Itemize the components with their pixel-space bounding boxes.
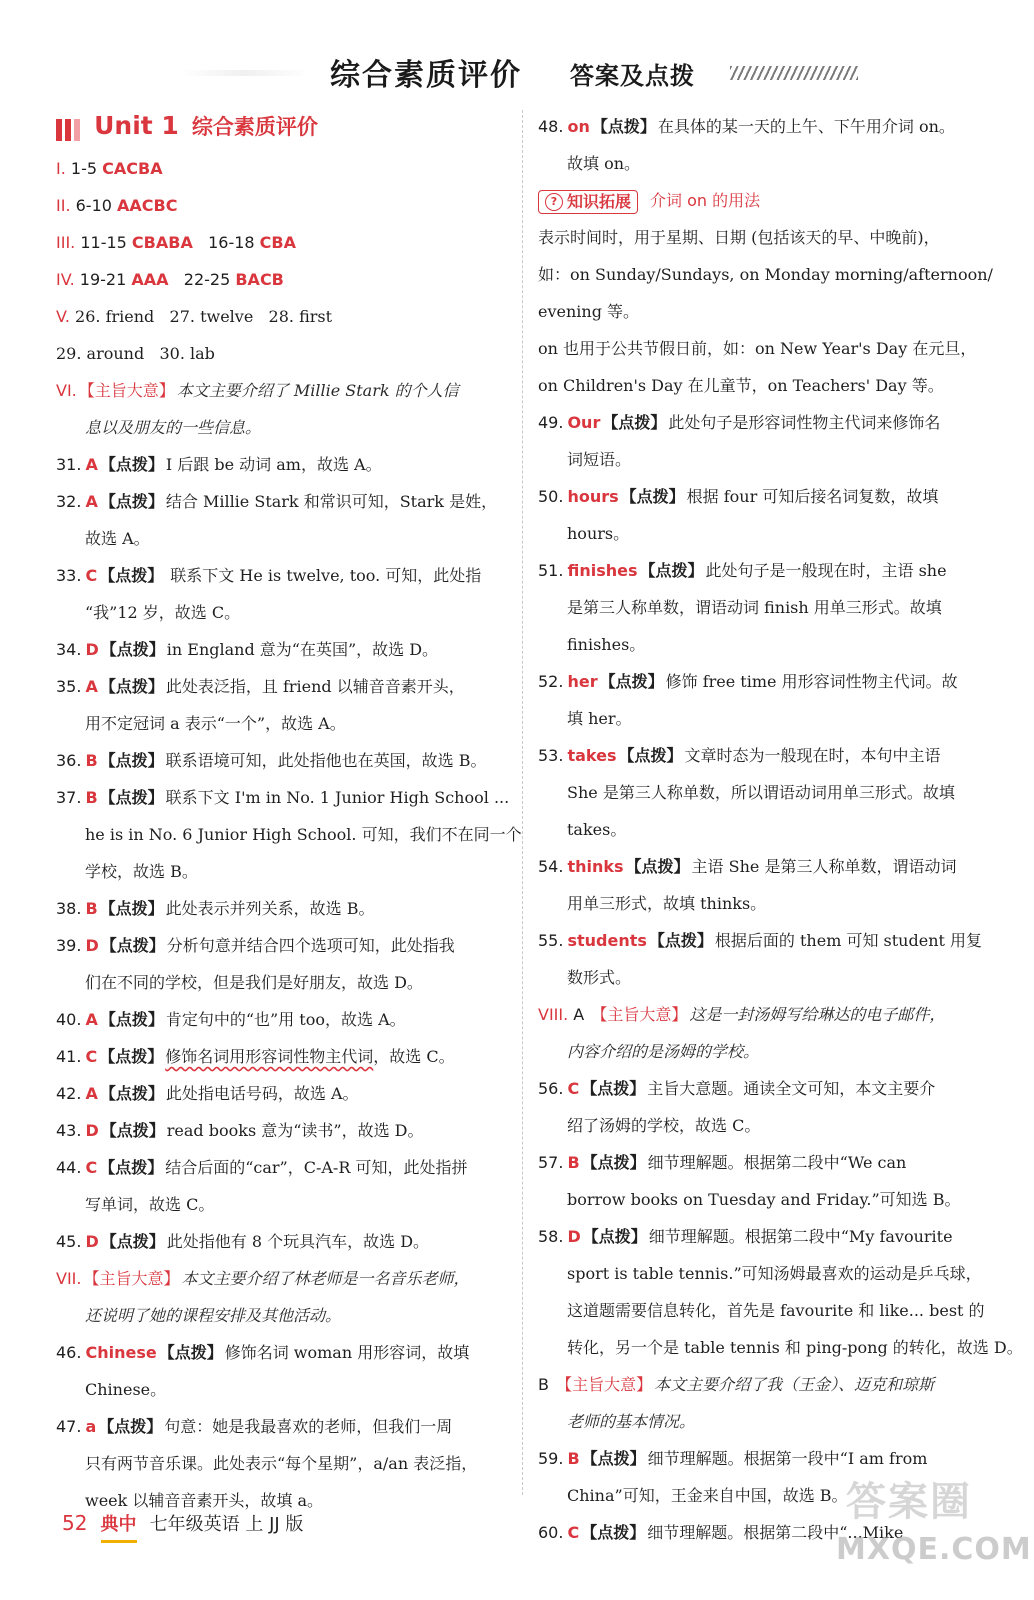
- question-number: 53.: [538, 746, 564, 765]
- watermark: [836, 1470, 1032, 1590]
- main-idea-text: 本文主要介绍了林老师是一名音乐老师，: [181, 1269, 470, 1288]
- answer-value: Chinese: [85, 1343, 157, 1362]
- main-idea-tag: 【主旨大意】: [83, 1269, 180, 1288]
- section-7: [56, 1260, 514, 1297]
- section-6: [56, 372, 514, 409]
- explanation-text: 细节理解题。根据第二段中“We can: [647, 1153, 907, 1172]
- section-4: [56, 261, 514, 298]
- section-answers: AAA: [131, 270, 169, 289]
- explanation-text: week 以辅音音素开头，故填 a。: [85, 1491, 324, 1510]
- explanation-text: 根据 four 可知后接名词复数，故填: [686, 487, 939, 506]
- explanation-text: hours。: [567, 524, 630, 543]
- answer-item-39: [56, 927, 514, 964]
- key-point-underlined: 修饰名词用形容词性物主代词: [165, 1047, 374, 1066]
- page-footer: [62, 1508, 303, 1538]
- explanation-text: 在具体的某一天的上午、下午用介词 on。: [657, 117, 955, 136]
- main-idea-text: 息以及朋友的一些信息。: [85, 418, 262, 437]
- main-idea-text: 老师的基本情况。: [567, 1412, 696, 1431]
- explanation-text: takes。: [567, 820, 627, 839]
- question-number: 36.: [56, 751, 82, 770]
- explanation-text: 细节理解题。根据第二段中“My favourite: [648, 1227, 953, 1246]
- explanation-text: 联系下文 I'm in No. 1 Junior High School ...: [165, 788, 510, 807]
- hint-tag: 【点拨】: [99, 788, 164, 807]
- answer-item-51: [538, 552, 990, 589]
- answer-value: hours: [567, 487, 619, 506]
- explanation-text: 此处表示并列关系，故选 B。: [165, 899, 375, 918]
- explanation-text: 绍了汤姆的学校，故选 C。: [567, 1116, 761, 1135]
- section-3: [56, 224, 514, 261]
- column-divider: [522, 110, 523, 1495]
- answer-value: D: [567, 1227, 581, 1246]
- hint-tag: 【点拨】: [158, 1343, 223, 1362]
- answer-text: 26. friend 27. twelve 28. first: [69, 307, 333, 326]
- explanation-text: 用单三形式，故填 thinks。: [567, 894, 767, 913]
- page-number: 52: [62, 1511, 88, 1535]
- explanation-text: 联系语境可知，此处指他也在英国，故选 B。: [165, 751, 487, 770]
- section-part: B: [538, 1375, 555, 1394]
- question-number: 31.: [56, 455, 82, 474]
- unit-label: Unit 1: [94, 111, 179, 140]
- hint-tag: 【点拨】: [98, 1417, 163, 1436]
- answer-item-49: [538, 404, 990, 441]
- explanation-text: ，故选 C。: [373, 1047, 455, 1066]
- explanation-text: 主语 She 是第三人称单数，谓语动词: [691, 857, 957, 876]
- question-number: 37.: [56, 788, 82, 807]
- main-idea-tag: 【主旨大意】: [556, 1375, 653, 1394]
- watermark-url: MXQE.COM: [836, 1532, 1032, 1567]
- question-number: 56.: [538, 1079, 564, 1098]
- answer-item-48: [538, 108, 990, 145]
- hint-tag: 【点拨】: [591, 117, 656, 136]
- explanation-text: 肯定句中的“也”用 too，故选 A。: [165, 1010, 406, 1029]
- page-title: 综合素质评价: [330, 58, 522, 93]
- answer-item-35: [56, 668, 514, 705]
- hint-tag: 【点拨】: [99, 1158, 164, 1177]
- question-number: 59.: [538, 1449, 564, 1468]
- left-column: [56, 108, 522, 1519]
- explanation-text: 学校，故选 B。: [85, 862, 198, 881]
- section-roman: IV.: [56, 270, 75, 289]
- question-number: 60.: [538, 1523, 564, 1542]
- answer-item-47: [56, 1408, 514, 1445]
- explanation-text: in England 意为“在英国”，故选 D。: [166, 640, 439, 659]
- explanation-text: 故填 on。: [567, 154, 641, 173]
- knowledge-text: on 也用于公共节假日前，如：on New Year's Day 在元旦，: [538, 339, 977, 358]
- section-roman: II.: [56, 196, 71, 215]
- hint-tag: 【点拨】: [620, 487, 685, 506]
- answer-value: takes: [567, 746, 617, 765]
- explanation-text: 写单词，故选 C。: [85, 1195, 215, 1214]
- main-idea-tag: 【主旨大意】: [591, 1005, 688, 1024]
- question-number: 46.: [56, 1343, 82, 1362]
- answer-value: D: [85, 936, 99, 955]
- answer-item-50: [538, 478, 990, 515]
- hint-tag: 【点拨】: [99, 492, 164, 511]
- question-number: 45.: [56, 1232, 82, 1251]
- hint-tag: 【点拨】: [618, 746, 683, 765]
- answer-value: on: [567, 117, 590, 136]
- answer-value: thinks: [567, 857, 624, 876]
- explanation-text: 此处表泛指，且 friend 以辅音音素开头，: [165, 677, 465, 696]
- section-answers: CBA: [259, 233, 296, 252]
- hint-tag: 【点拨】: [581, 1449, 646, 1468]
- question-number: 52.: [538, 672, 564, 691]
- answer-value: B: [567, 1153, 580, 1172]
- answer-item-58: [538, 1218, 990, 1255]
- hint-tag: 【点拨】: [100, 640, 165, 659]
- answer-item-34: [56, 631, 514, 668]
- section-answers: CACBA: [102, 159, 163, 178]
- question-number: 44.: [56, 1158, 82, 1177]
- knowledge-extension-topic: 介词 on 的用法: [650, 191, 761, 210]
- answer-item-37: [56, 779, 514, 816]
- unit-title: 综合素质评价: [191, 115, 318, 139]
- answer-item-52: [538, 663, 990, 700]
- brand-logo: 典中: [101, 1510, 137, 1543]
- hint-tag: 【点拨】: [581, 1079, 646, 1098]
- answer-value: Our: [567, 413, 601, 432]
- answer-item-54: [538, 848, 990, 885]
- knowledge-extension-label: 知识拓展: [567, 191, 632, 211]
- explanation-text: 修饰名词 woman 用形容词，故填: [224, 1343, 470, 1362]
- hint-tag: 【点拨】: [582, 1227, 647, 1246]
- question-number: 33.: [56, 566, 82, 585]
- main-idea-text: 本文主要介绍了 Millie Stark 的个人信: [176, 381, 459, 400]
- section-range: 22-25: [168, 270, 236, 289]
- answer-value: finishes: [567, 561, 638, 580]
- explanation-text: 句意：她是我最喜欢的老师，但我们一周: [164, 1417, 453, 1436]
- question-number: 49.: [538, 413, 564, 432]
- hint-tag: 【点拨】: [99, 751, 164, 770]
- answer-text: 29. around 30. lab: [56, 344, 215, 363]
- hint-tag: 【点拨】: [581, 1153, 646, 1172]
- explanation-text: 细节理解题。根据第二段中“...Mike: [647, 1523, 904, 1542]
- explanation-text: 结合 Millie Stark 和常识可知，Stark 是姓，: [165, 492, 498, 511]
- answer-value: B: [85, 788, 98, 807]
- knowledge-text: 表示时间时，用于星期、日期 (包括该天的早、中晚前)，: [538, 228, 940, 247]
- answer-value: a: [85, 1417, 97, 1436]
- explanation-text: I 后跟 be 动词 am，故选 A。: [165, 455, 382, 474]
- answer-value: A: [85, 1010, 98, 1029]
- hint-tag: 【点拨】: [625, 857, 690, 876]
- answer-value: A: [85, 1084, 98, 1103]
- explanation-text: 故选 A。: [85, 529, 150, 548]
- answer-value: C: [85, 1047, 98, 1066]
- question-number: 39.: [56, 936, 82, 955]
- page-subtitle: 答案及点拨: [570, 62, 695, 90]
- answer-value: C: [567, 1523, 580, 1542]
- section-roman: VII.: [56, 1269, 82, 1288]
- hint-tag: 【点拨】: [581, 1523, 646, 1542]
- explanation-text: 结合后面的“car”，C-A-R 可知，此处指拼: [165, 1158, 468, 1177]
- explanation-text: 联系下文 He is twelve, too. 可知，此处指: [165, 566, 482, 585]
- knowledge-text: evening 等。: [538, 302, 640, 321]
- question-number: 41.: [56, 1047, 82, 1066]
- hint-tag: 【点拨】: [99, 899, 164, 918]
- question-number: 47.: [56, 1417, 82, 1436]
- section-roman: VIII.: [538, 1005, 569, 1024]
- question-number: 35.: [56, 677, 82, 696]
- section-2: [56, 187, 514, 224]
- explanation-text: 分析句意并结合四个选项可知，此处指我: [166, 936, 455, 955]
- section-part: A: [568, 1005, 590, 1024]
- book-title: 七年级英语 上 JJ 版: [149, 1514, 304, 1535]
- hint-tag: 【点拨】: [602, 413, 667, 432]
- explanation-text: 用不定冠词 a 表示“一个”，故选 A。: [85, 714, 346, 733]
- explanation-text: he is in No. 6 Junior High School. 可知，我们不在同一个: [85, 825, 522, 844]
- explanation-text: China”可知，王金来自中国，故选 B。: [567, 1486, 848, 1505]
- section-range: 6-10: [70, 196, 118, 215]
- answer-value: C: [567, 1079, 580, 1098]
- answer-item-40: [56, 1001, 514, 1038]
- knowledge-text: on Children's Day 在儿童节，on Teachers' Day 等。: [538, 376, 944, 395]
- explanation-text: 此处指电话号码，故选 A。: [165, 1084, 359, 1103]
- explanation-text: She 是第三人称单数，所以谓语动词用单三形式。故填: [567, 783, 955, 802]
- answer-value: D: [85, 640, 99, 659]
- answer-value: A: [85, 455, 98, 474]
- knowledge-extension-badge: [538, 190, 638, 214]
- question-number: 42.: [56, 1084, 82, 1103]
- explanation-text: finishes。: [567, 635, 646, 654]
- explanation-text: 细节理解题。根据第一段中“I am from: [647, 1449, 928, 1468]
- section-answers: AACBC: [117, 196, 178, 215]
- question-number: 54.: [538, 857, 564, 876]
- main-idea-text: 还说明了她的课程安排及其他活动。: [85, 1306, 342, 1325]
- section-roman: III.: [56, 233, 76, 252]
- explanation-text: 数形式。: [567, 968, 632, 987]
- section-1: [56, 150, 514, 187]
- answer-item-44: [56, 1149, 514, 1186]
- main-idea-tag: 【主旨大意】: [78, 381, 175, 400]
- answer-item-41: [56, 1038, 514, 1075]
- answer-item-33: [56, 557, 514, 594]
- question-number: 51.: [538, 561, 564, 580]
- explanation-text: Chinese。: [85, 1380, 167, 1399]
- explanation-text: 此处指他有 8 个玩具汽车，故选 D。: [166, 1232, 430, 1251]
- section-range: 11-15: [75, 233, 132, 252]
- section-range: 16-18: [192, 233, 260, 252]
- explanation-text: sport is table tennis.”可知汤姆最喜欢的运动是乒乓球，: [567, 1264, 982, 1283]
- section-range: 19-21: [74, 270, 132, 289]
- hint-tag: 【点拨】: [99, 1047, 164, 1066]
- question-number: 38.: [56, 899, 82, 918]
- hint-tag: 【点拨】: [99, 677, 164, 696]
- answer-value: A: [85, 492, 98, 511]
- explanation-text: 转化，另一个是 table tennis 和 ping-pong 的转化，故选 D。: [567, 1338, 1023, 1357]
- hint-tag: 【点拨】: [99, 455, 164, 474]
- answer-value: B: [85, 751, 98, 770]
- explanation-text: 这道题需要信息转化，首先是 favourite 和 like... best 的: [567, 1301, 985, 1320]
- section-roman: I.: [56, 159, 66, 178]
- question-number: 58.: [538, 1227, 564, 1246]
- question-number: 50.: [538, 487, 564, 506]
- section-range: 1-5: [65, 159, 103, 178]
- watermark-logo: 答案圈: [846, 1479, 972, 1525]
- section-roman: V.: [56, 307, 70, 326]
- answer-value: A: [85, 677, 98, 696]
- question-number: 43.: [56, 1121, 82, 1140]
- section-roman: VI.: [56, 381, 77, 400]
- answer-item-36: [56, 742, 514, 779]
- answer-item-46: [56, 1334, 514, 1371]
- explanation-text: 根据后面的 them 可知 student 用复: [714, 931, 983, 950]
- hint-tag: 【点拨】: [639, 561, 704, 580]
- hint-tag: 【点拨】: [99, 1084, 164, 1103]
- header-decoration: [180, 70, 310, 76]
- hint-tag: 【点拨】: [99, 1010, 164, 1029]
- answer-item-38: [56, 890, 514, 927]
- unit-heading: [56, 108, 514, 148]
- question-number: 55.: [538, 931, 564, 950]
- hint-tag: 【点拨】: [599, 672, 664, 691]
- explanation-text: 文章时态为一般现在时，本句中主语: [684, 746, 941, 765]
- answer-item-43: [56, 1112, 514, 1149]
- answer-item-57: [538, 1144, 990, 1181]
- explanation-text: 修饰 free time 用形容词性物主代词。故: [665, 672, 958, 691]
- section-answers: CBABA: [131, 233, 193, 252]
- explanation-text: borrow books on Tuesday and Friday.”可知选 B。: [567, 1190, 961, 1209]
- hint-tag: 【点拨】: [648, 931, 713, 950]
- explanation-text: read books 意为“读书”，故选 D。: [166, 1121, 424, 1140]
- answer-item-31: [56, 446, 514, 483]
- explanation-text: 主旨大意题。通读全文可知，本文主要介: [647, 1079, 936, 1098]
- answer-value: C: [85, 1158, 98, 1177]
- hint-tag: 【点拨】: [100, 1232, 165, 1251]
- answer-item-42: [56, 1075, 514, 1112]
- explanation-text: 们在不同的学校，但是我们是好朋友，故选 D。: [85, 973, 423, 992]
- section-5: [56, 298, 514, 335]
- section-answers: BACB: [235, 270, 284, 289]
- answer-value: B: [85, 899, 98, 918]
- section-b: [538, 1366, 990, 1403]
- answer-value: students: [567, 931, 647, 950]
- answer-item-55: [538, 922, 990, 959]
- answer-item-32: [56, 483, 514, 520]
- answer-value: C: [85, 566, 98, 585]
- explanation-text: 此处句子是一般现在时，主语 she: [705, 561, 947, 580]
- header-hatch-decoration: [730, 66, 858, 80]
- explanation-text: 此处句子是形容词性物主代词来修饰名: [668, 413, 941, 432]
- main-idea-text: 这是一封汤姆写给琳达的电子邮件，: [689, 1005, 946, 1024]
- answer-value: D: [85, 1232, 99, 1251]
- answer-value: her: [567, 672, 598, 691]
- answer-item-56: [538, 1070, 990, 1107]
- hint-tag: 【点拨】: [99, 566, 164, 585]
- explanation-text: 填 her。: [567, 709, 632, 728]
- main-idea-text: 本文主要介绍了我（王金）、迈克和琼斯: [654, 1375, 935, 1394]
- question-number: 40.: [56, 1010, 82, 1029]
- answer-item-53: [538, 737, 990, 774]
- lightbulb-icon: ?: [545, 193, 563, 211]
- question-number: 34.: [56, 640, 82, 659]
- knowledge-extension-heading: [538, 182, 990, 219]
- unit-bars-icon: [56, 112, 83, 148]
- answer-value: B: [567, 1449, 580, 1468]
- knowledge-text: 如：on Sunday/Sundays, on Monday morning/afternoon/: [538, 265, 993, 284]
- section-8: [538, 996, 990, 1033]
- explanation-text: 词短语。: [567, 450, 632, 469]
- main-idea-text: 内容介绍的是汤姆的学校。: [567, 1042, 760, 1061]
- explanation-text: “我”12 岁，故选 C。: [85, 603, 241, 622]
- hint-tag: 【点拨】: [100, 936, 165, 955]
- page-header: [0, 44, 1034, 94]
- answer-item-45: [56, 1223, 514, 1260]
- explanation-text: 只有两节音乐课。此处表示“每个星期”，a/an 表泛指，: [85, 1454, 478, 1473]
- question-number: 32.: [56, 492, 82, 511]
- question-number: 48.: [538, 117, 564, 136]
- explanation-text: 是第三人称单数，谓语动词 finish 用单三形式。故填: [567, 598, 942, 617]
- question-number: 57.: [538, 1153, 564, 1172]
- hint-tag: 【点拨】: [100, 1121, 165, 1140]
- answer-value: D: [85, 1121, 99, 1140]
